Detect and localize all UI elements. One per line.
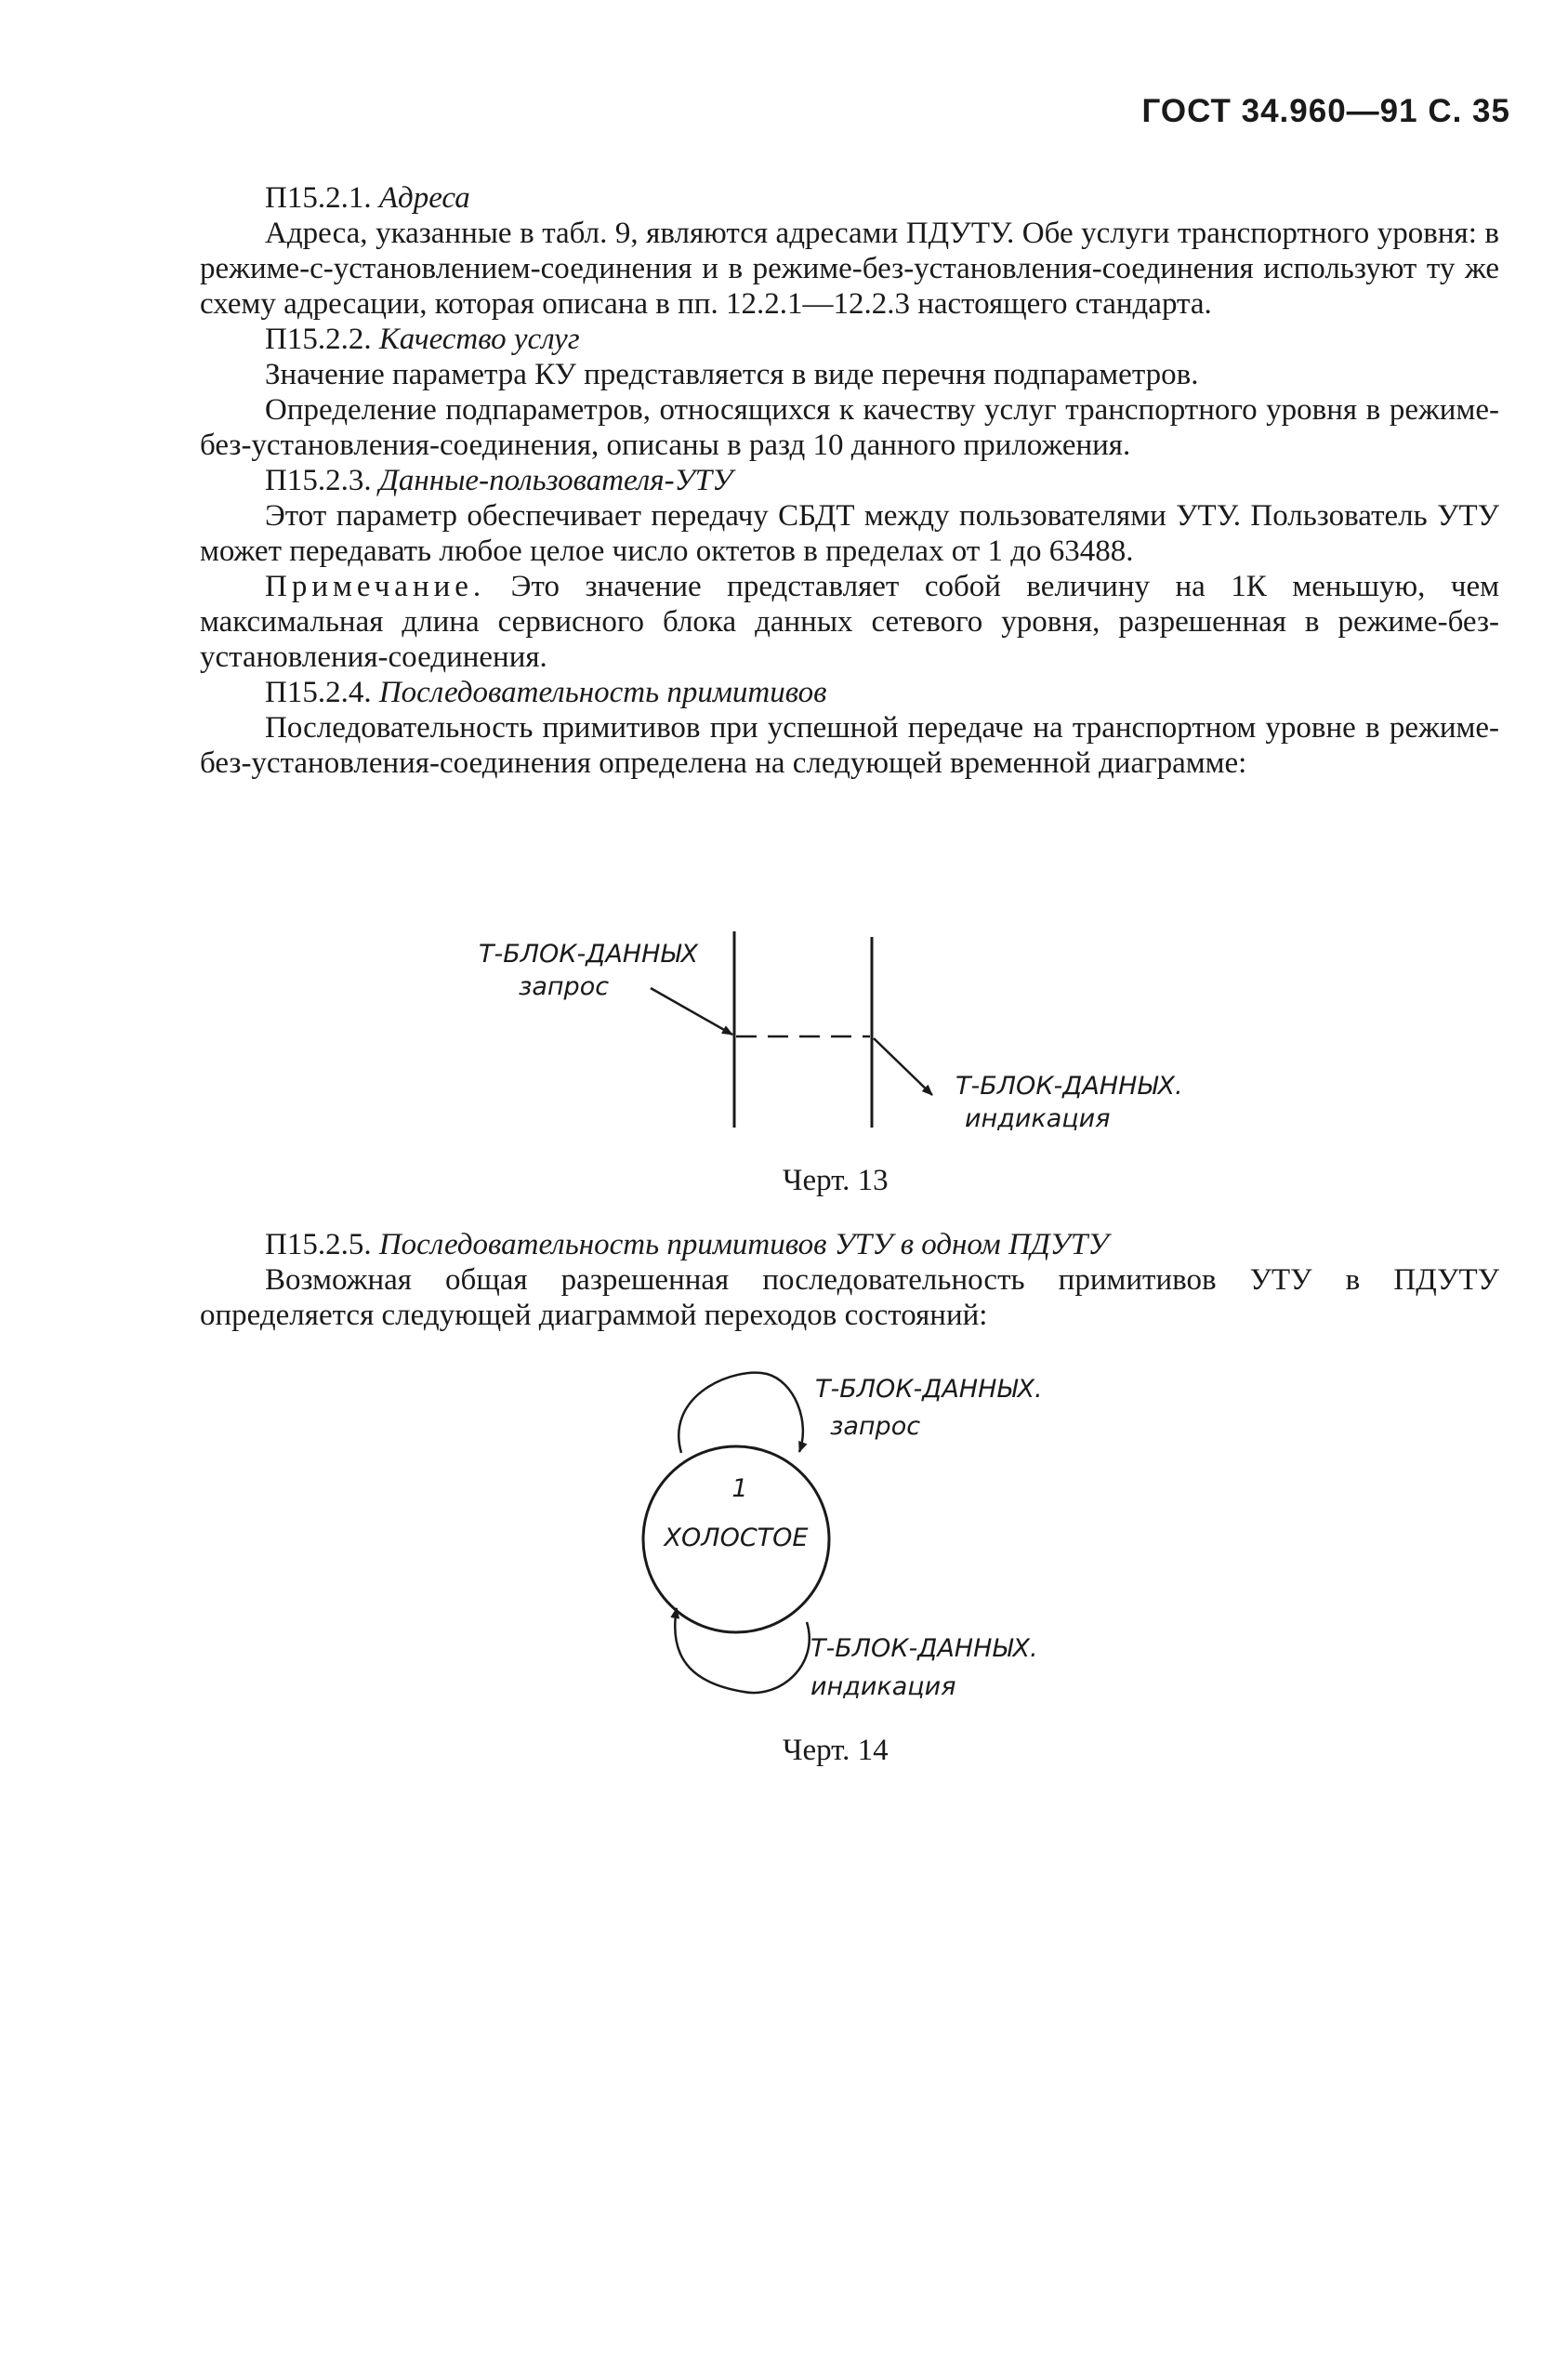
bottom-label-line1: Т-БЛОК-ДАННЫХ. <box>810 1634 1038 1663</box>
request-arrow <box>651 988 732 1035</box>
figure-caption: Черт. 14 <box>783 1734 889 1767</box>
section-heading <box>200 675 1499 710</box>
indication-label-line1: Т-БЛОК-ДАННЫХ. <box>955 1072 1183 1101</box>
paragraph: Определение подпараметров, относящихся к качеству услуг транспортного уровня в режиме-без-установления-соединения, описаны в разд 10 данного приложения. <box>200 393 1499 462</box>
time-sequence-diagram <box>0 920 1568 1143</box>
paragraph: Адреса, указанные в табл. 9, являются адресами ПДУТУ. Обе услуги транспортного уровня: в режиме-с-установлением-соединения и в режиме-без-установления-соединения используют ту же схему адресации, которая описана в пп. 12.2.1—12.2.3 настоящего стандарта. <box>200 217 1499 321</box>
paragraph: Последовательность примитивов при успешной передаче на транспортном уровне в режиме-без-установления-соединения определена на следующей временной диаграмме: <box>200 711 1499 780</box>
note-text: Это значение представляет собой величину на 1К меньшую, чем максимальная длина сервисного блока данных сетевого уровня, разрешенная в режиме-без-установления-соединения. <box>200 570 1499 674</box>
indication-label-line2: индикация <box>965 1104 1111 1133</box>
self-loop-request <box>679 1373 803 1453</box>
request-label-line2: запрос <box>519 972 610 1001</box>
section-title: Последовательность примитивов <box>378 676 827 709</box>
section-title: Последовательность примитивов УТУ в одном ПДУТУ <box>378 1228 1109 1261</box>
state-name: ХОЛОСТОЕ <box>664 1524 809 1552</box>
section-title: Качество услуг <box>378 323 580 356</box>
bottom-label-line2: индикация <box>810 1672 956 1701</box>
section-number: П15.2.1. <box>265 181 372 215</box>
running-header: ГОСТ 34.960—91 С. 35 <box>1141 93 1510 129</box>
paragraph: Возможная общая разрешенная последовательность примитивов УТУ в ПДУТУ определяется следующей диаграммой переходов состояний: <box>200 1263 1499 1332</box>
section-number: П15.2.5. <box>265 1228 372 1261</box>
top-label-line2: запрос <box>830 1412 921 1441</box>
section-number: П15.2.2. <box>265 323 372 356</box>
section-number: П15.2.4. <box>265 676 372 709</box>
text-block-2 <box>200 1227 1499 1333</box>
note-label: Примечание. <box>265 570 486 603</box>
paragraph: Этот параметр обеспечивает передачу СБДТ между пользователями УТУ. Пользователь УТУ может передавать любое целое число октетов в пределах от 1 до 63488. <box>200 499 1499 568</box>
state-transition-diagram <box>0 1357 1568 1720</box>
section-number: П15.2.3. <box>265 464 372 497</box>
section-heading <box>200 463 1499 498</box>
self-loop-indication <box>675 1608 810 1693</box>
text-block-1 <box>200 180 1499 781</box>
section-title: Адреса <box>378 181 470 215</box>
figure-caption: Черт. 13 <box>783 1164 889 1197</box>
state-number: 1 <box>731 1474 748 1503</box>
top-label-line1: Т-БЛОК-ДАННЫХ. <box>815 1375 1043 1404</box>
section-title: Данные-пользователя-УТУ <box>378 464 733 497</box>
indication-arrow <box>874 1038 932 1095</box>
section-heading <box>200 1227 1499 1262</box>
paragraph: Значение параметра КУ представляется в виде перечня подпараметров. <box>265 358 1199 391</box>
note <box>200 569 1499 675</box>
request-label-line1: Т-БЛОК-ДАННЫХ <box>479 940 698 969</box>
section-heading <box>200 180 1499 216</box>
section-heading <box>200 322 1499 357</box>
